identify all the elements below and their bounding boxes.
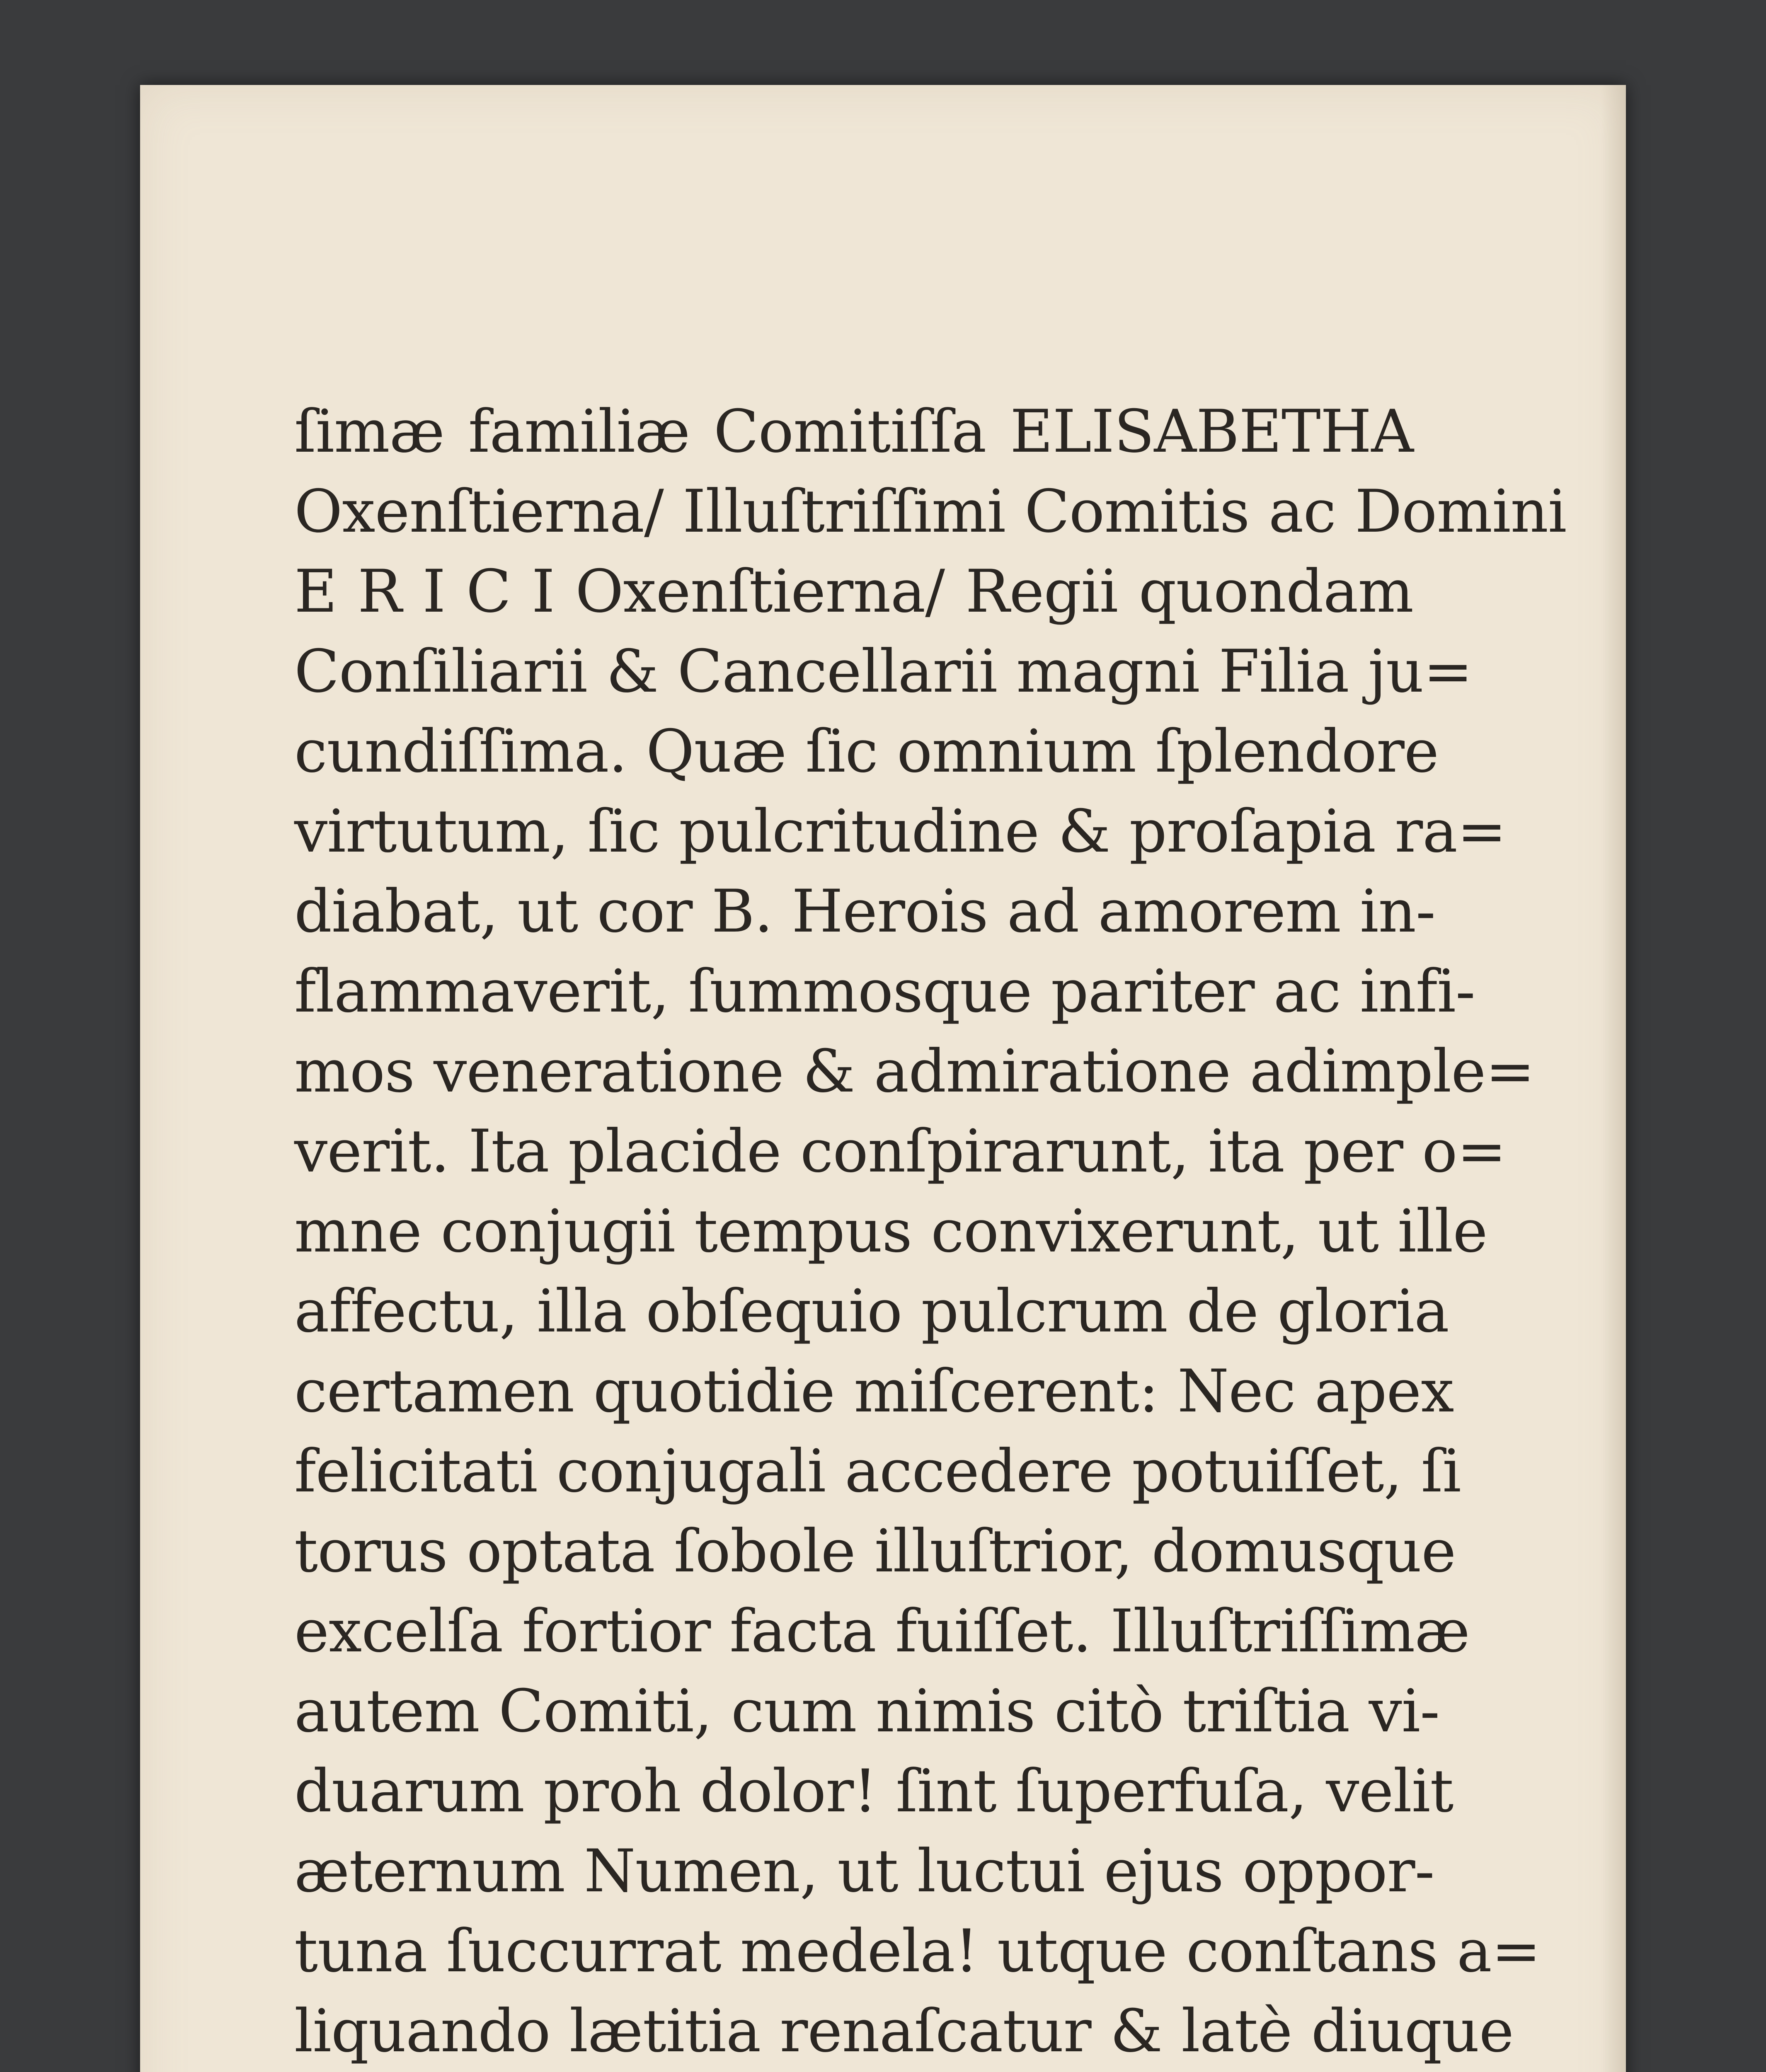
text-line: Conſiliarii & Cancellarii magni Filia ju= bbox=[294, 637, 1473, 706]
text-line: liquando lætitia renaſcatur & latè diuque bbox=[294, 1997, 1514, 2065]
text-line: virtutum, ſic pulcritudine & proſapia ra= bbox=[294, 797, 1506, 866]
text-line: excelſa fortior facta fuiſſet. Illuſtriſſimæ bbox=[294, 1597, 1470, 1665]
text-line: duarum proh dolor! ſint ſuperfuſa, velit bbox=[294, 1757, 1453, 1825]
text-line: mos veneratione & admiratione adimple= bbox=[294, 1037, 1535, 1106]
text-line: torus optata ſobole illuſtrior, domusque bbox=[294, 1517, 1456, 1585]
body-text bbox=[294, 392, 1567, 2072]
text-line: diabat, ut cor B. Herois ad amorem in- bbox=[294, 877, 1435, 946]
text-line: verit. Ita placide conſpirarunt, ita per o= bbox=[294, 1117, 1506, 1186]
text-line: ſimæ familiæ Comitiſſa ELISABETHA bbox=[294, 397, 1413, 466]
document-page bbox=[140, 85, 1626, 2072]
page-edge-shadow bbox=[1601, 85, 1626, 2072]
text-line: E R I C I Oxenſtierna/ Regii quondam bbox=[294, 557, 1413, 626]
text-line: æternum Numen, ut luctui ejus oppor- bbox=[294, 1837, 1434, 1905]
text-line: cundiſſima. Quæ ſic omnium ſplendore bbox=[294, 717, 1439, 786]
text-line: mne conjugii tempus convixerunt, ut ille bbox=[294, 1197, 1487, 1266]
text-line: felicitati conjugali accedere potuiſſet, ſi bbox=[294, 1437, 1461, 1506]
text-line: Oxenſtierna/ Illuſtriſſimi Comitis ac Domini bbox=[294, 477, 1567, 546]
text-line: tuna ſuccurrat medela! utque conſtans a= bbox=[294, 1917, 1541, 1985]
text-line: affectu, illa obſequio pulcrum de gloria bbox=[294, 1277, 1449, 1346]
text-line: autem Comiti, cum nimis citò triſtia vi- bbox=[294, 1677, 1440, 1745]
text-line: certamen quotidie miſcerent: Nec apex bbox=[294, 1357, 1454, 1426]
text-line: flammaverit, ſummosque pariter ac infi- bbox=[294, 957, 1475, 1026]
